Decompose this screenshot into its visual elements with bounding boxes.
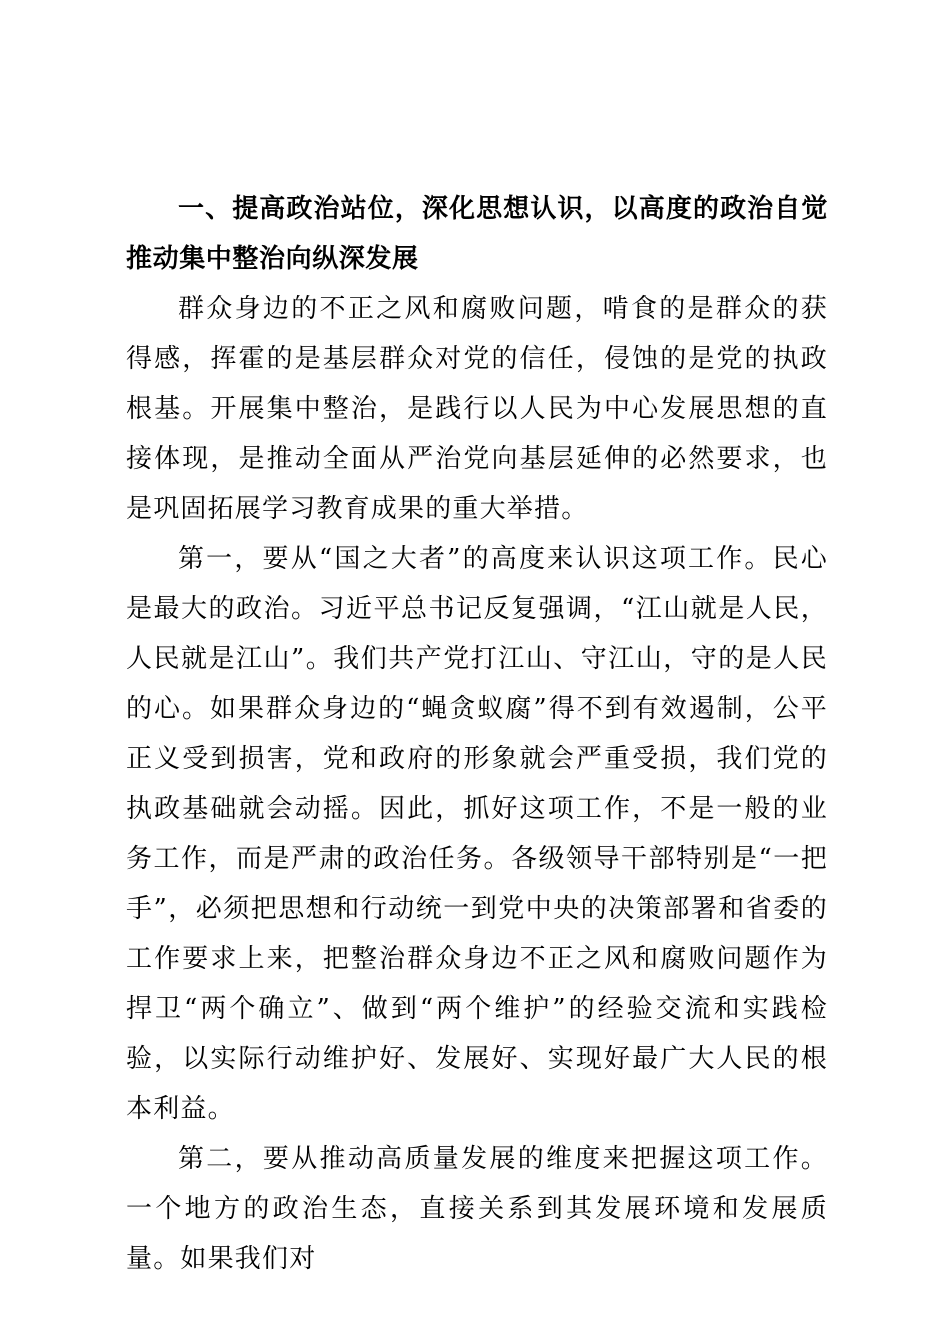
paragraph-3: 第二，要从推动高质量发展的维度来把握这项工作。一个地方的政治生态，直接关系到其发展环境和发展质量。如果我们对 <box>126 1144 828 1274</box>
document-page <box>126 184 828 1284</box>
paragraph-1: 群众身边的不正之风和腐败问题，啃食的是群众的获得感，挥霍的是基层群众对党的信任，侵蚀的是党的执政根基。开展集中整治，是践行以人民为中心发展思想的直接体现，是推动全面从严治党向基层延伸的必然要求，也是巩固拓展学习教育成果的重大举措。 <box>126 294 828 524</box>
section-heading: 一、提高政治站位，深化思想认识，以高度的政治自觉推动集中整治向纵深发展 <box>126 194 828 274</box>
paragraph-2: 第一，要从“国之大者”的高度来认识这项工作。民心是最大的政治。习近平总书记反复强调，“江山就是人民，人民就是江山”。我们共产党打江山、守江山，守的是人民的心。如果群众身边的“蝇贪蚁腐”得不到有效遏制，公平正义受到损害，党和政府的形象就会严重受损，我们党的执政基础就会动摇。因此，抓好这项工作，不是一般的业务工作，而是严肃的政治任务。各级领导干部特别是“一把手”，必须把思想和行动统一到党中央的决策部署和省委的工作要求上来，把整治群众身边不正之风和腐败问题作为捍卫“两个确立”、做到“两个维护”的经验交流和实践检验，以实际行动维护好、发展好、实现好最广大人民的根本利益。 <box>126 544 828 1124</box>
